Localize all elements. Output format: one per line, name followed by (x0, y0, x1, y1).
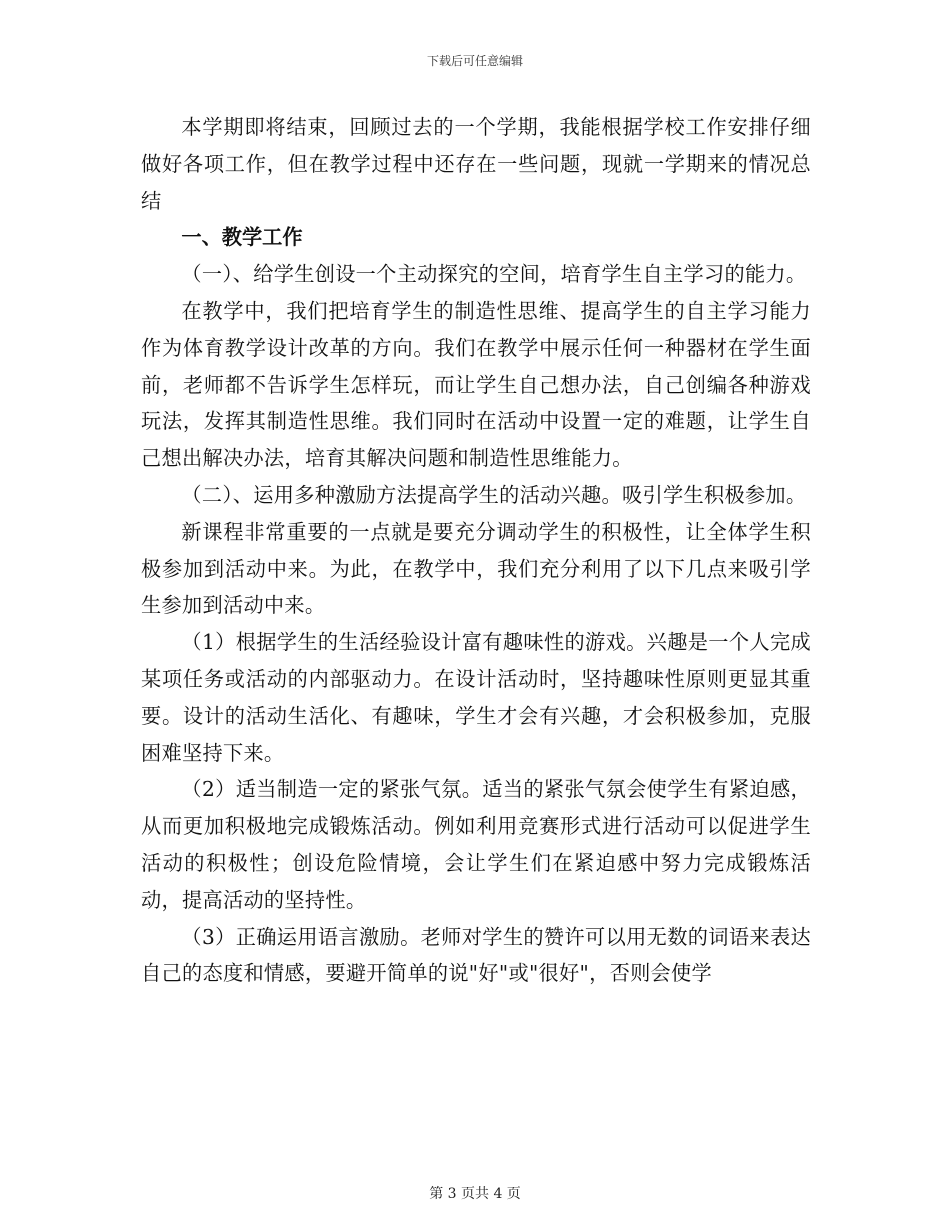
section-heading-teaching-work: 一、教学工作 (181, 225, 303, 250)
paragraph-new-curriculum: 新课程非常重要的一点就是要充分调动学生的积极性，让全体学生积极参加到活动中来。为此，在教学中，我们充分利用了以下几点来吸引学生参加到活动中来。 (141, 519, 811, 618)
paragraph-point-1: （1）根据学生的生活经验设计富有趣味性的游戏。兴趣是一个人完成某项任务或活动的内部驱动力。在设计活动时，坚持趣味性原则更显其重要。设计的活动生活化、有趣味，学生才会有兴趣，才会积极参加，克服困难坚持下来。 (141, 630, 811, 765)
paragraph-intro: 本学期即将结束，回顾过去的一个学期，我能根据学校工作安排仔细做好各项工作，但在教学过程中还存在一些问题，现就一学期来的情况总结 (141, 115, 811, 213)
document-body (141, 109, 811, 992)
paragraph-point-3: （3）正确运用语言激励。老师对学生的赞许可以用无数的词语来表达自己的态度和情感，要避开简单的说"好"或"很好"，否则会使学 (141, 924, 811, 986)
page-footer: 第 3 页共 4 页 (429, 1186, 521, 1202)
paragraph-point-2: （2）适当制造一定的紧张气氛。适当的紧张气氛会使学生有紧迫感，从而更加积极地完成锻炼活动。例如利用竞赛形式进行活动可以促进学生活动的积极性；创设危险情境，会让学生们在紧迫感中努力完成锻炼活动，提高活动的坚持性。 (141, 777, 811, 912)
paragraph-subsection-1: （一）、给学生创设一个主动探究的空间，培育学生自主学习的能力。 (181, 262, 807, 287)
paragraph-subsection-2: （二）、运用多种激励方法提高学生的活动兴趣。吸引学生积极参加。 (181, 482, 807, 507)
paragraph-creative-thinking: 在教学中，我们把培育学生的制造性思维、提高学生的自主学习能力作为体育教学设计改革的方向。我们在教学中展示任何一种器材在学生面前，老师都不告诉学生怎样玩，而让学生自己想办法，自己创编各种游戏玩法，发挥其制造性思维。我们同时在活动中设置一定的难题，让学生自己想出解决办法，培育其解决问题和制造性思维能力。 (141, 298, 811, 471)
page-header: 下载后可任意编辑 (426, 54, 523, 68)
